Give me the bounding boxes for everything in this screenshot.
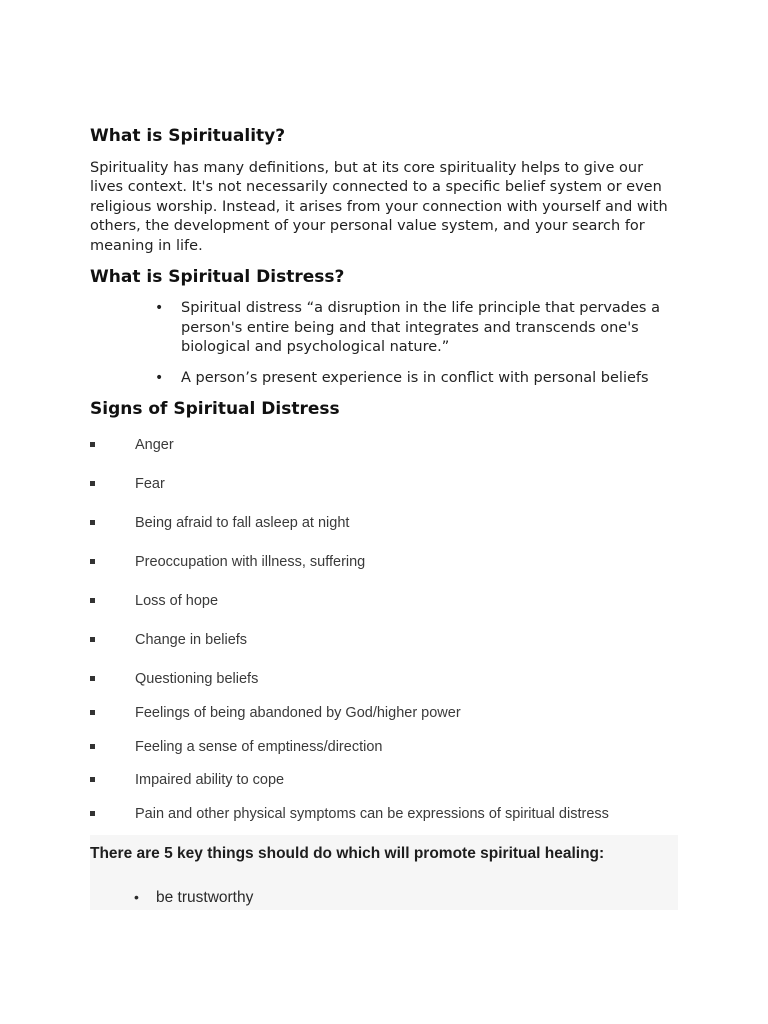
distress-bullet-list-2: [155, 369, 680, 389]
square-bullet-icon: [90, 559, 95, 564]
square-bullet-icon: [90, 598, 95, 603]
bullet-icon: •: [155, 300, 164, 316]
healing-callout: [90, 835, 678, 910]
list-item: [90, 592, 690, 612]
list-item: [90, 704, 690, 724]
sign-text: Impaired ability to cope: [135, 772, 285, 788]
sign-text: Loss of hope: [135, 593, 219, 609]
sign-text: Feelings of being abandoned by God/higher power: [135, 705, 461, 721]
heading-what-is-spiritual-distress: What is Spiritual Distress?: [90, 267, 345, 287]
healing-title: There are 5 key things should do which will promote spiritual healing:: [90, 845, 605, 862]
spirituality-paragraph: Spirituality has many definitions, but at its core spirituality helps to give our lives context. It's not necessarily connected to a specific belief system or even religious worship. Instead, it arises from your connection with yourself and with others, the development of your personal value system, and your search for meaning in life.: [90, 160, 668, 254]
square-bullet-icon: [90, 520, 95, 525]
square-bullet-icon: [90, 710, 95, 715]
sign-text: Questioning beliefs: [135, 671, 259, 687]
sign-text: Fear: [135, 476, 165, 492]
sign-text: Anger: [135, 437, 174, 453]
list-item: [90, 436, 690, 456]
distress-bullet-list: [155, 299, 680, 358]
heading-signs-of-spiritual-distress: Signs of Spiritual Distress: [90, 399, 340, 419]
square-bullet-icon: [90, 744, 95, 749]
bullet-icon: •: [134, 889, 139, 905]
sign-text: Change in beliefs: [135, 632, 248, 648]
square-bullet-icon: [90, 481, 95, 486]
list-item: [90, 805, 690, 825]
square-bullet-icon: [90, 676, 95, 681]
list-item: [155, 299, 680, 358]
square-bullet-icon: [90, 637, 95, 642]
distress-definition: Spiritual distress “a disruption in the life principle that pervades a person's entire being and that integrates and transcends one's biological and psychological nature.”: [181, 300, 660, 355]
list-item: [90, 475, 690, 495]
sign-text: Preoccupation with illness, suffering: [135, 554, 366, 570]
heading-what-is-spirituality: What is Spirituality?: [90, 126, 286, 146]
sign-text: Feeling a sense of emptiness/direction: [135, 739, 383, 755]
square-bullet-icon: [90, 811, 95, 816]
list-item: [90, 631, 690, 651]
square-bullet-icon: [90, 442, 95, 447]
sign-text: Being afraid to fall asleep at night: [135, 515, 350, 531]
bullet-icon: •: [155, 370, 164, 386]
list-item: [155, 369, 680, 389]
square-bullet-icon: [90, 777, 95, 782]
list-item: [90, 514, 690, 534]
distress-conflict: A person’s present experience is in conflict with personal beliefs: [181, 370, 649, 386]
sign-text: Pain and other physical symptoms can be expressions of spiritual distress: [135, 806, 609, 822]
list-item: [90, 738, 690, 758]
healing-item-text: be trustworthy: [156, 889, 254, 906]
list-item: [90, 670, 690, 690]
list-item: [90, 771, 690, 791]
list-item: [90, 553, 690, 573]
